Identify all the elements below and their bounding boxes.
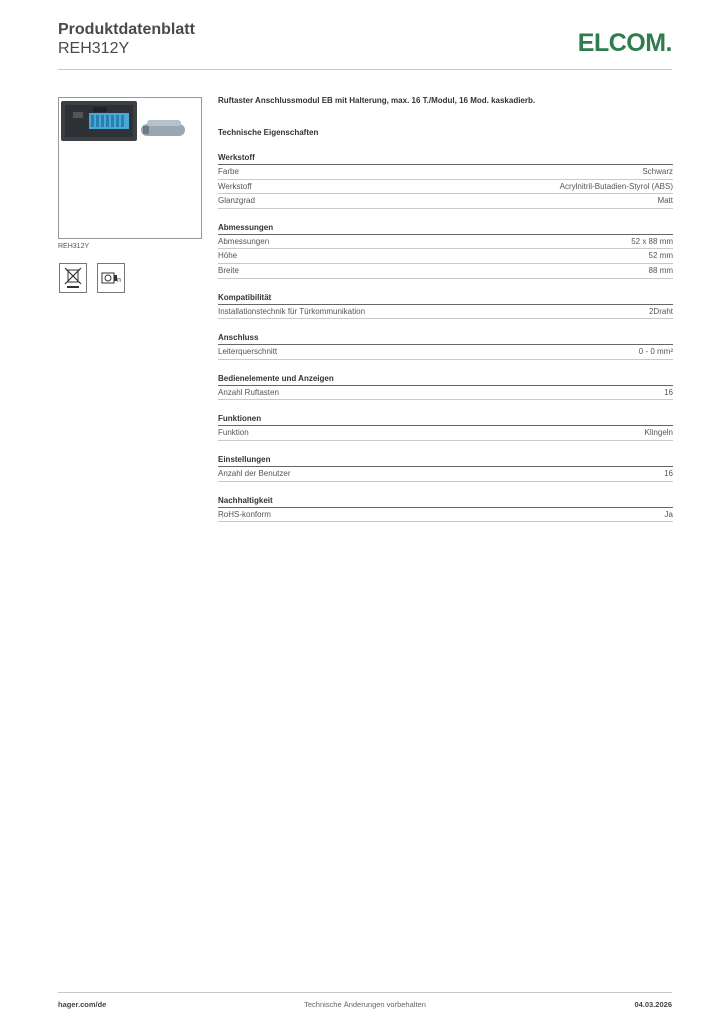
property-group: [218, 291, 673, 320]
property-label: Glanzgrad: [218, 196, 255, 206]
property-group: [218, 331, 673, 360]
page-footer: [58, 992, 672, 1013]
property-value: 52 mm: [648, 251, 673, 261]
image-caption: REH312Y: [58, 243, 90, 250]
property-label: Abmessungen: [218, 236, 270, 246]
property-label: Installationstechnik für Türkommunikation: [218, 306, 366, 316]
weee-disposal-icon: [59, 263, 87, 293]
property-row: [218, 386, 673, 401]
property-label: Farbe: [218, 167, 239, 176]
property-row: [218, 345, 673, 360]
property-row: [218, 194, 673, 209]
group-title: Einstellungen: [218, 453, 673, 467]
property-row: [218, 426, 673, 441]
property-row: [218, 165, 673, 180]
property-group: [218, 372, 673, 401]
property-group: [218, 412, 673, 441]
property-label: Leiterquerschnitt: [218, 347, 278, 357]
property-value: Acrylnitril-Butadien-Styrol (ABS): [559, 181, 673, 191]
property-value: 16: [664, 468, 673, 478]
property-group: [218, 221, 673, 279]
property-value: 0 - 0 mm²: [638, 347, 673, 357]
property-group: [218, 453, 673, 482]
svg-text:n: n: [117, 277, 121, 284]
property-group: [218, 151, 673, 209]
product-image: [58, 97, 202, 239]
property-label: Anzahl Ruftasten: [218, 387, 279, 397]
group-title: Kompatibilität: [218, 291, 673, 305]
footer-disclaimer: Technische Änderungen vorbehalten: [304, 1000, 426, 1009]
group-title: Werkstoff: [218, 151, 673, 165]
property-label: RoHS-konform: [218, 509, 271, 519]
property-row: [218, 305, 673, 320]
property-label: Anzahl der Benutzer: [218, 468, 291, 478]
property-value: Ja: [664, 509, 673, 519]
property-value: Schwarz: [642, 167, 673, 176]
footer-website: hager.com/de: [58, 1000, 107, 1009]
property-label: Höhe: [218, 251, 238, 261]
module-symbol-icon: [97, 263, 125, 293]
property-value: 52 x 88 mm: [631, 236, 673, 246]
property-value: 88 mm: [648, 265, 673, 275]
property-value: 16: [664, 387, 673, 397]
property-group: [218, 494, 673, 523]
property-row: [218, 180, 673, 195]
property-value: Klingeln: [644, 428, 673, 438]
group-title: Bedienelemente und Anzeigen: [218, 372, 673, 386]
property-row: [218, 467, 673, 482]
product-description: Ruftaster Anschlussmodul EB mit Halterung, max. 16 T./Modul, 16 Mod. kaskadierb.: [218, 96, 536, 105]
property-label: Breite: [218, 265, 239, 275]
product-code: REH312Y: [58, 40, 130, 57]
brand-logo: ELCOM.: [577, 29, 672, 57]
group-title: Funktionen: [218, 412, 673, 426]
property-row: [218, 235, 673, 250]
property-row: [218, 508, 673, 523]
datasheet-content: [218, 94, 673, 522]
property-row: [218, 264, 673, 279]
group-title: Nachhaltigkeit: [218, 494, 673, 508]
page-header: [58, 21, 672, 70]
property-label: Werkstoff: [218, 181, 252, 191]
property-row: [218, 249, 673, 264]
section-heading: Technische Eigenschaften: [218, 128, 319, 137]
property-groups: [218, 151, 673, 522]
group-title: Abmessungen: [218, 221, 673, 235]
document-title: Produktdatenblatt: [58, 21, 195, 38]
group-title: Anschluss: [218, 331, 673, 345]
property-value: Matt: [657, 196, 673, 206]
property-label: Funktion: [218, 428, 249, 438]
property-value: 2Draht: [648, 306, 673, 316]
footer-date: 04.03.2026: [634, 1000, 672, 1009]
